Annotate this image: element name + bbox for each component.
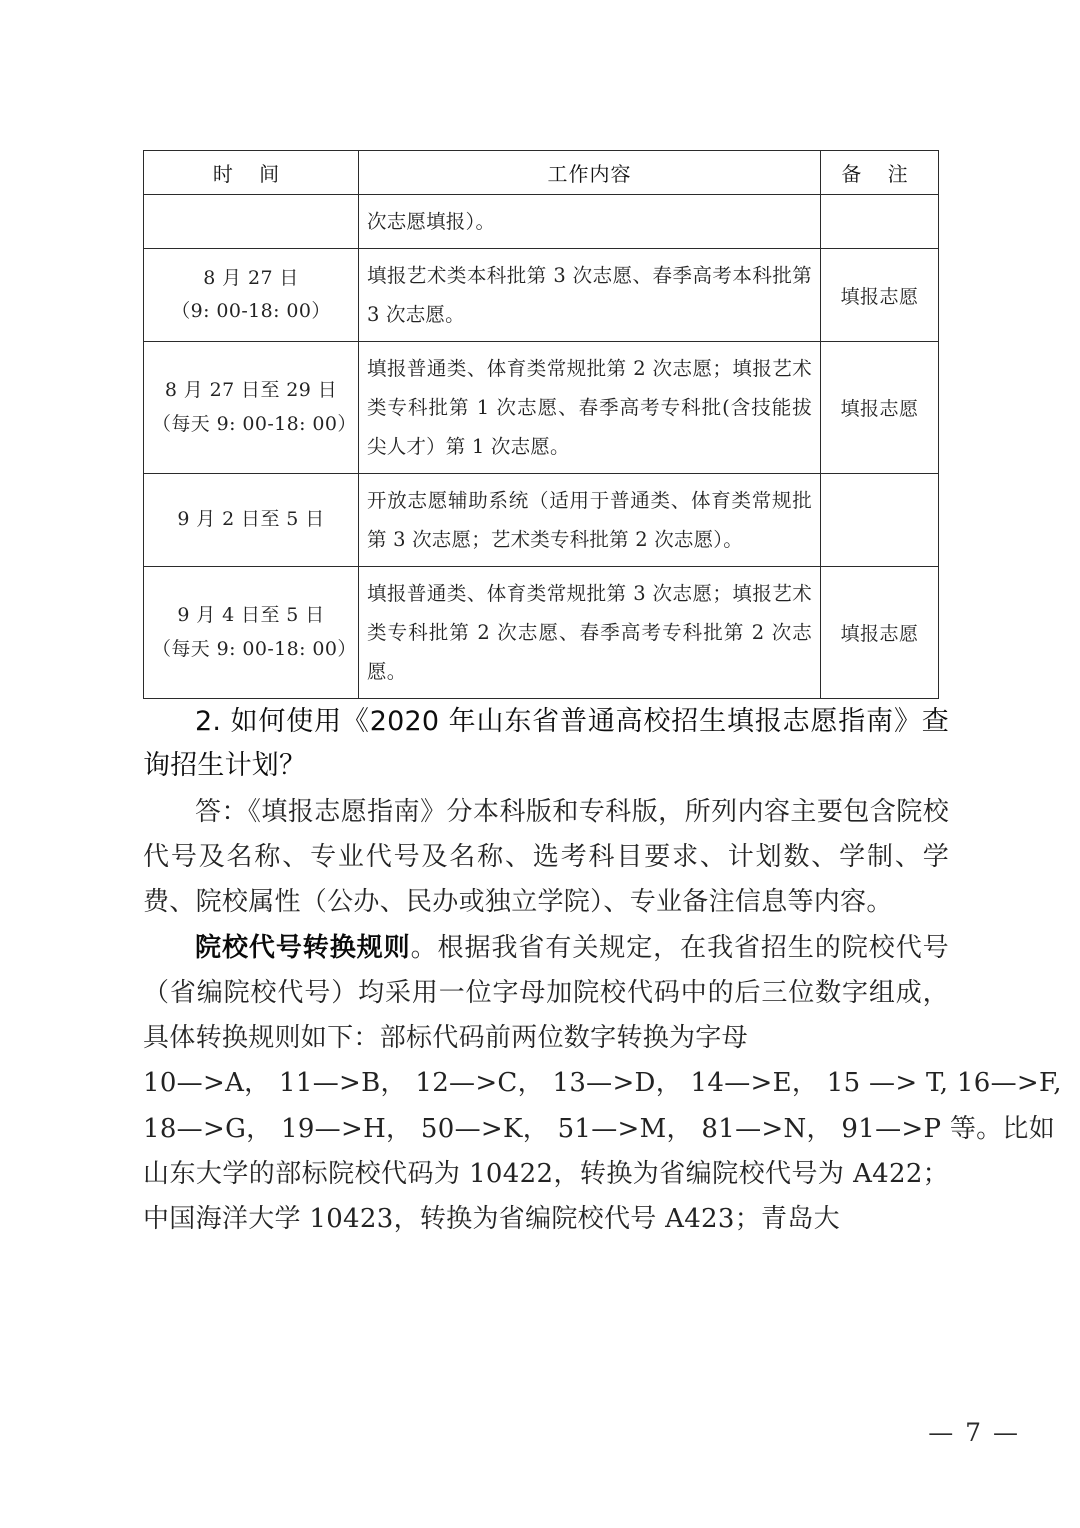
cell-time	[144, 567, 359, 699]
column-header-time: 时 间	[144, 151, 359, 195]
cell-time	[144, 249, 359, 342]
time-line: 9 月 2 日至 5 日	[177, 508, 325, 531]
answer-paragraph: 答：《填报志愿指南》分本科版和专科版，所列内容主要包含院校代号及名称、专业代号及名称、选考科目要求、计划数、学制、学费、院校属性（公办、民办或独立学院）、专业备注信息等内容。	[143, 797, 949, 918]
table-row	[144, 567, 939, 699]
time-line: 8 月 27 日至 29 日	[164, 379, 338, 402]
table-row	[144, 342, 939, 474]
time-line: （每天 9: 00-18: 00）	[152, 412, 357, 435]
document-body	[143, 700, 1062, 1242]
code-conversion-line-2: 18—>G， 19—>H， 50—>K， 51—>M， 81—>N， 91—>P 等。比如	[143, 1113, 1056, 1144]
table-header-row	[144, 151, 939, 195]
time-line: （9: 00-18: 00）	[171, 300, 331, 322]
schedule-table-container	[143, 150, 938, 699]
cell-content: 填报普通类、体育类常规批第 2 次志愿；填报艺术类专科批第 1 次志愿、春季高考专科批(含技能拔尖人才）第 1 次志愿。	[359, 342, 821, 474]
rule-paragraph	[143, 926, 949, 1062]
cell-note: 填报志愿	[821, 342, 939, 474]
code-conversion-line-1: 10—>A， 11—>B， 12—>C， 13—>D， 14—>E， 15 —> T, 16—>F,	[143, 1068, 1062, 1099]
column-header-note: 备 注	[821, 151, 939, 195]
cell-content: 次志愿填报）。	[359, 195, 821, 249]
table-header	[144, 151, 939, 195]
cell-content: 填报普通类、体育类常规批第 3 次志愿；填报艺术类专科批第 2 次志愿、春季高考专科批第 2 次志愿。	[359, 567, 821, 699]
cell-time	[144, 342, 359, 474]
cell-note: 填报志愿	[821, 567, 939, 699]
cell-time	[144, 474, 359, 567]
table-row	[144, 249, 939, 342]
question-heading-2: 2. 如何使用《2020 年山东省普通高校招生填报志愿指南》查询招生计划？	[143, 706, 949, 781]
schedule-table	[143, 150, 939, 699]
rule-lead-label: 院校代号转换规则	[195, 932, 411, 963]
cell-time	[144, 195, 359, 249]
rule-paragraph-text: 。根据我省有关规定，在我省招生的院校代号（省编院校代号）均采用一位字母加院校代码中的后三位数字组成，具体转换规则如下：部标代码前两位数字转换为字母	[143, 932, 949, 1054]
column-header-content: 工作内容	[359, 151, 821, 195]
cell-note	[821, 195, 939, 249]
page-number: — 7 —	[928, 1418, 1020, 1447]
time-line: 9 月 4 日至 5 日	[177, 604, 325, 627]
code-conversion-block	[143, 1061, 1062, 1151]
cell-content: 开放志愿辅助系统（适用于普通类、体育类常规批第 3 次志愿；艺术类专科批第 2 次志愿）。	[359, 474, 821, 567]
table-row	[144, 474, 939, 567]
time-line: （每天 9: 00-18: 00）	[152, 637, 357, 660]
example-paragraph: 山东大学的部标院校代码为 10422，转换为省编院校代号为 A422；中国海洋大学 10423，转换为省编院校代号 A423；青岛大	[143, 1158, 949, 1235]
cell-content: 填报艺术类本科批第 3 次志愿、春季高考本科批第 3 次志愿。	[359, 249, 821, 342]
table-body	[144, 195, 939, 699]
time-line: 8 月 27 日	[203, 266, 299, 289]
cell-note	[821, 474, 939, 567]
table-row	[144, 195, 939, 249]
cell-note: 填报志愿	[821, 249, 939, 342]
